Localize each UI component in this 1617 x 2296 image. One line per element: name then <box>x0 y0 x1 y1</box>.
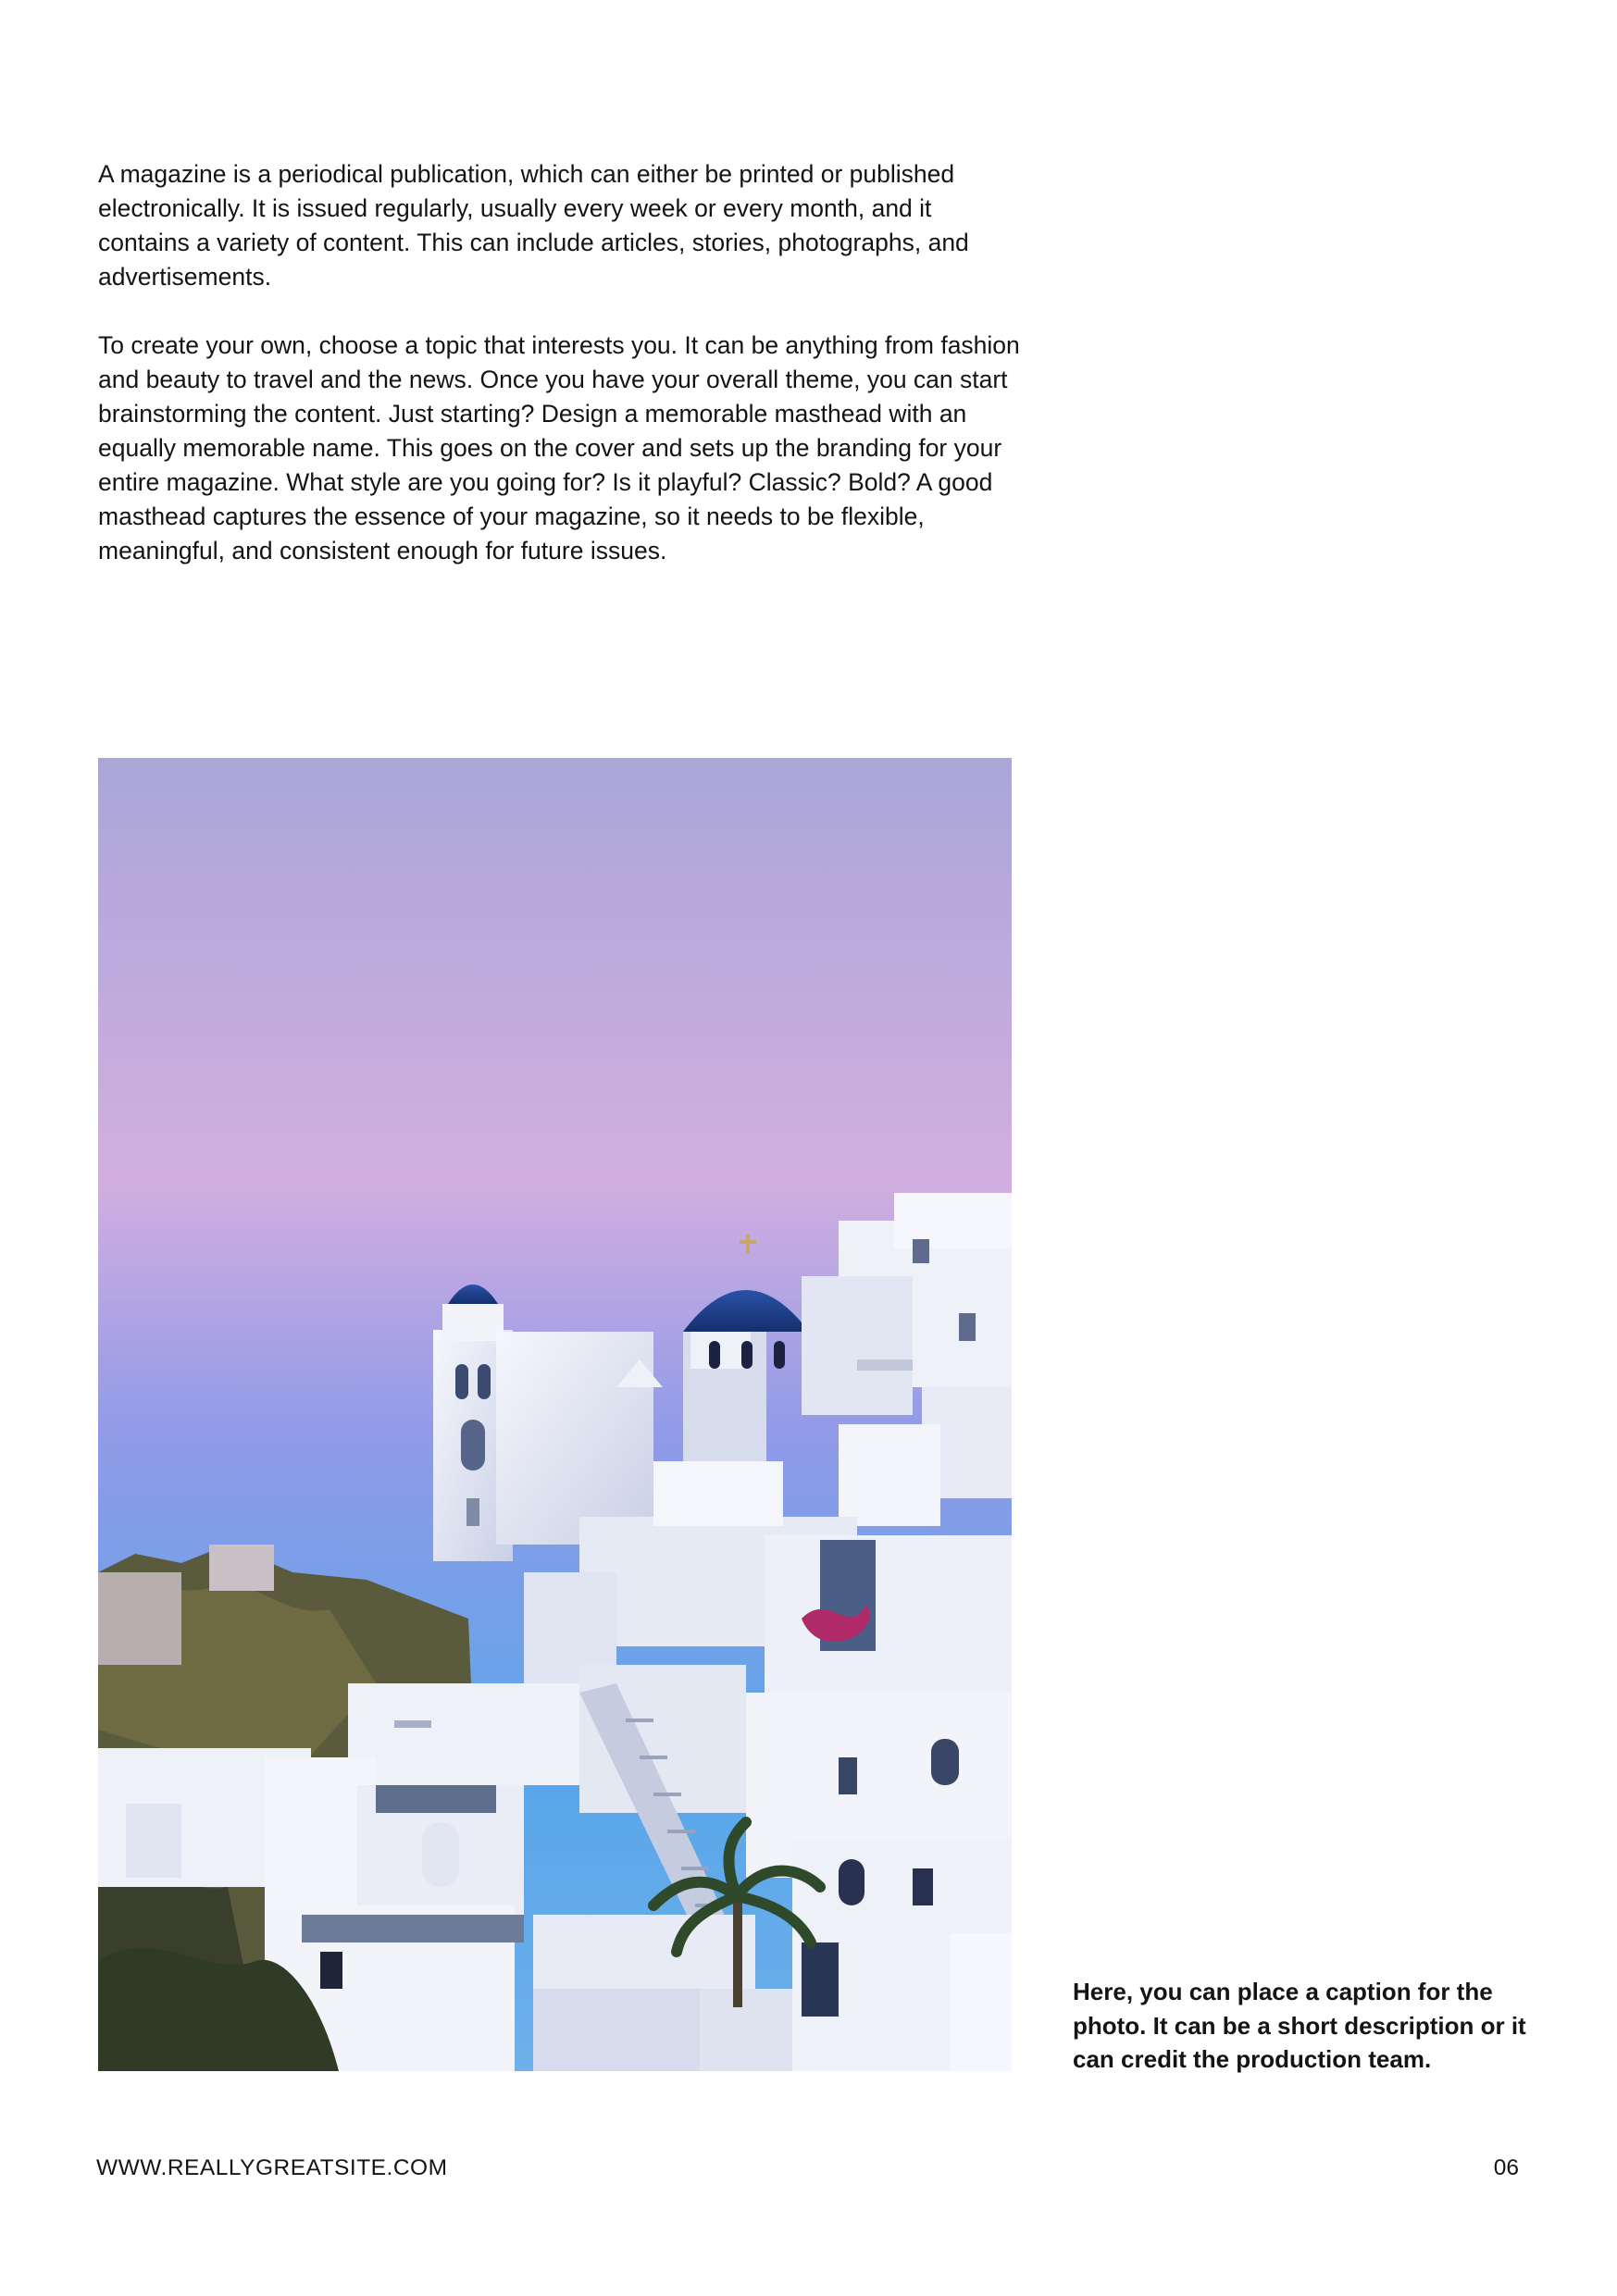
article-paragraph-2: To create your own, choose a topic that interests you. It can be anything from fashion and beauty to travel and the news. Once you have your overall theme, you can start brainstorming the content. Just starting? Design a memorable masthead with an equally memorable name. This goes on the cover and sets up the branding for your entire magazine. What style are you going for? Is it playful? Classic? Bold? A good masthead captures the essence of your magazine, so it needs to be flexible, meaningful, and consistent enough for future issues. <box>98 331 1020 565</box>
photo-caption: Here, you can place a caption for the photo. It can be a short description or it can credit the production team. <box>1073 1978 1526 2073</box>
footer-url[interactable]: WWW.REALLYGREATSITE.COM <box>96 2155 448 2180</box>
article-body <box>98 157 1024 602</box>
santorini-photo <box>98 758 1012 2071</box>
lower-right-houses <box>792 1841 1012 2071</box>
page-number: 06 <box>1493 2155 1519 2180</box>
left-house <box>98 1572 181 1665</box>
article-paragraph-1: A magazine is a periodical publication, which can either be printed or published electronically. It is issued regularly, usually every week or every month, and it contains a variety of content. This can include articles, stories, photographs, and advertisements. <box>98 160 969 291</box>
